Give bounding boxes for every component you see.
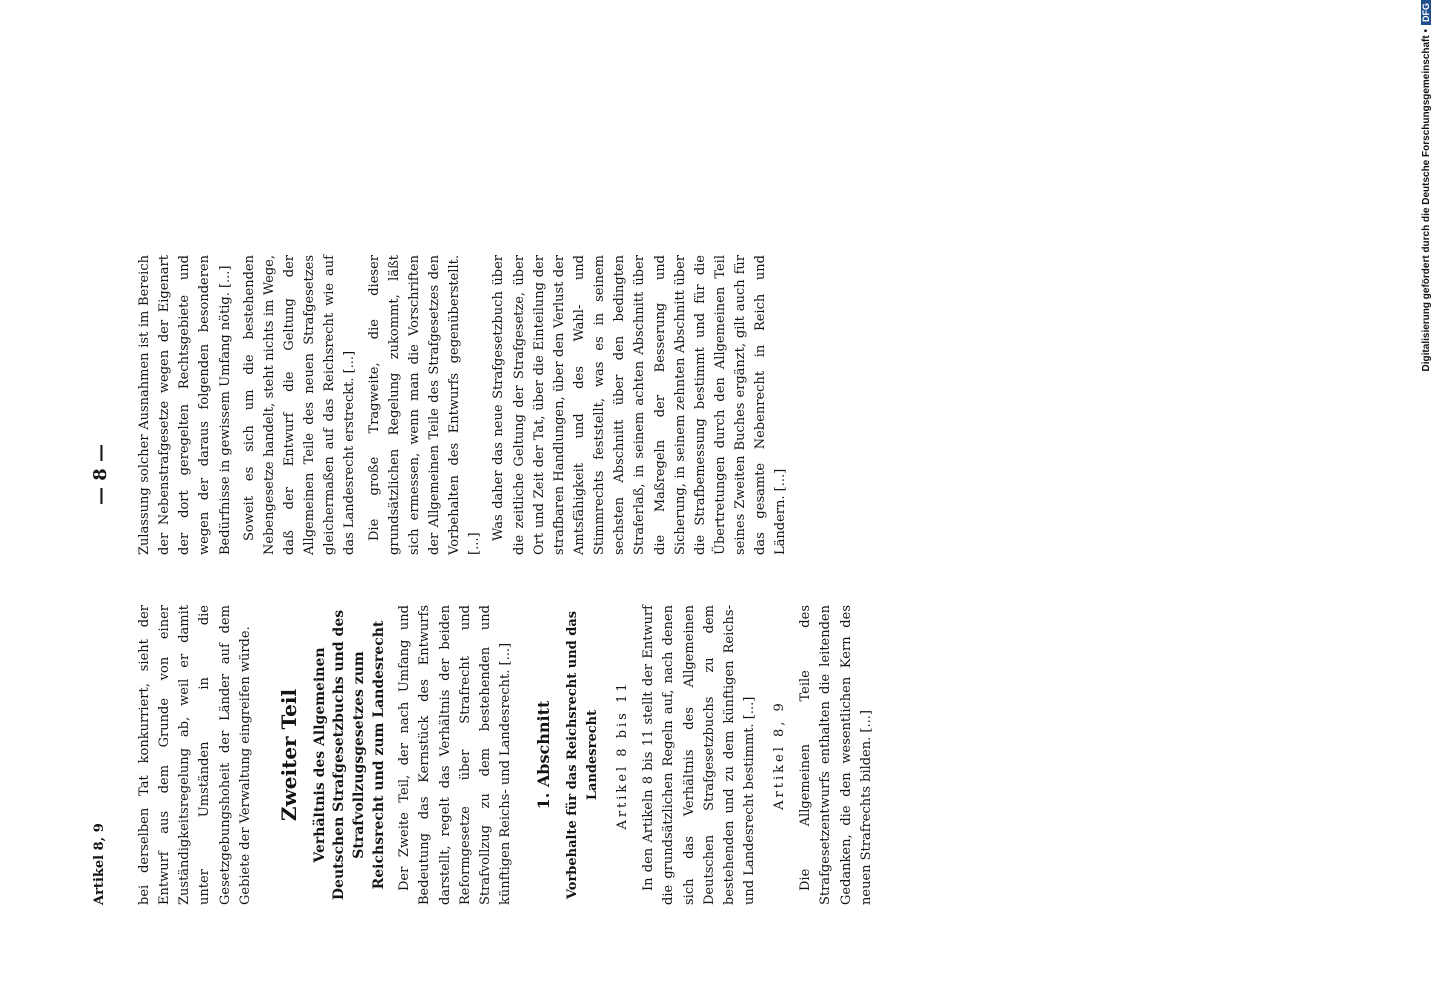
part-subtitle: Verhältnis des Allgemeinen Deutschen Strafgesetzbuchs und des Strafvollzugsgesetzes zum Reichsrecht und zum Landesrecht [311,609,387,901]
digitization-sidebar [1421,0,1434,1000]
running-head: Artikel 8, 9 [92,823,107,905]
section-title: 1. Abschnitt [534,700,554,810]
article-heading-2: Artikel 8, 9 [772,700,788,810]
right-column [135,255,796,555]
dfg-logo: DFG [1421,0,1431,25]
intro-paragraph: bei derselben Tat konkurriert, sieht der Entwurf aus dem Grunde von einer Zuständigkeitsregelung ab, weil er damit unter Umständen in die Gesetzgebungshoheit der Länder auf dem Gebiete der Verwaltung eingreifen würde. [137,605,253,905]
article-paragraph-2: Die Allgemeinen Teile des Strafgesetzentwurfs enthalten die leitenden Gedanken, die den wesentlichen Kern des neuen Strafrechts bilden. [...] [798,605,874,905]
paragraph: Die große Tragweite, die dieser grundsätzlichen Regelung zukommt, läßt sich ermessen, wenn man die Vorschriften der Allgemeinen Teile des Strafgesetzes den Vorbehalten des Entwurfs gegenüberstellt. [...] [366,255,483,555]
paragraph: Soweit es sich um die bestehenden Nebengesetze handelt, steht nichts im Wege, daß der Entwurf die Geltung der Allgemeinen Teile des neuen Strafgesetzes gleichermaßen auf das Reichsrecht wie auf das Landesrecht erstreckt. [...] [241,255,358,555]
paragraph: Was daher das neue Strafgesetzbuch über die zeitliche Geltung der Strafgesetze, über Ort und Zeit der Tat, über die Einteilung der strafbaren Handlungen, über den Verlust der Amtsfähigkeit und des Wahl- und Stimmrechts feststellt, was es in seinem sechsten Abschnitt über den bedingten Straferlaß, in seinem achten Abschnitt über die Maßregeln der Besserung und Sicherung, in seinem zehnten Abschnitt über die Strafbemessung bestimmt und für die Übertretungen durch den Allgemeinen Teil seines Zweiten Buches ergänzt, gilt auch für das gesamte Nebenrecht in Reich und Ländern. [...] [491,255,789,555]
page-header [90,255,114,905]
left-column [135,605,881,905]
part-paragraph: Der Zweite Teil, der nach Umfang und Bedeutung das Kernstück des Entwurfs darstellt, regelt das Verhältnis der beiden Reformgesetze über Strafrecht und Strafvollzug zu dem bestehenden und künftigen Reichs- und Landesrecht. [...] [397,605,513,905]
paragraph: Zulassung solcher Ausnahmen ist im Bereich der Nebenstrafgesetze wegen der Eigenart der dort geregelten Rechtsgebiete und wegen der daraus folgenden besonderen Bedürfnisse in gewissem Umfang nötig. [...] [137,255,233,555]
part-title: Zweiter Teil [276,688,301,822]
page-number: — 8 — [90,443,111,505]
article-paragraph-1: In den Artikeln 8 bis 11 stellt der Entwurf die grundsätzlichen Regeln auf, nach denen sich das Verhältnis des Allgemeinen Deutschen Strafgesetzbuchs zu dem bestehenden und zu dem künftigen Reichs- und Landesrecht bestimmt. [...] [641,605,757,905]
article-heading-1: Artikel 8 bis 11 [615,680,631,830]
section-subtitle: Vorbehalte für das Reichsrecht und das Landesrecht [564,610,600,900]
credit-text: Digitalisierung gefördert durch die Deutsche Forschungsgemeinschaft • [1421,29,1432,372]
funding-credit [1421,0,1434,1000]
